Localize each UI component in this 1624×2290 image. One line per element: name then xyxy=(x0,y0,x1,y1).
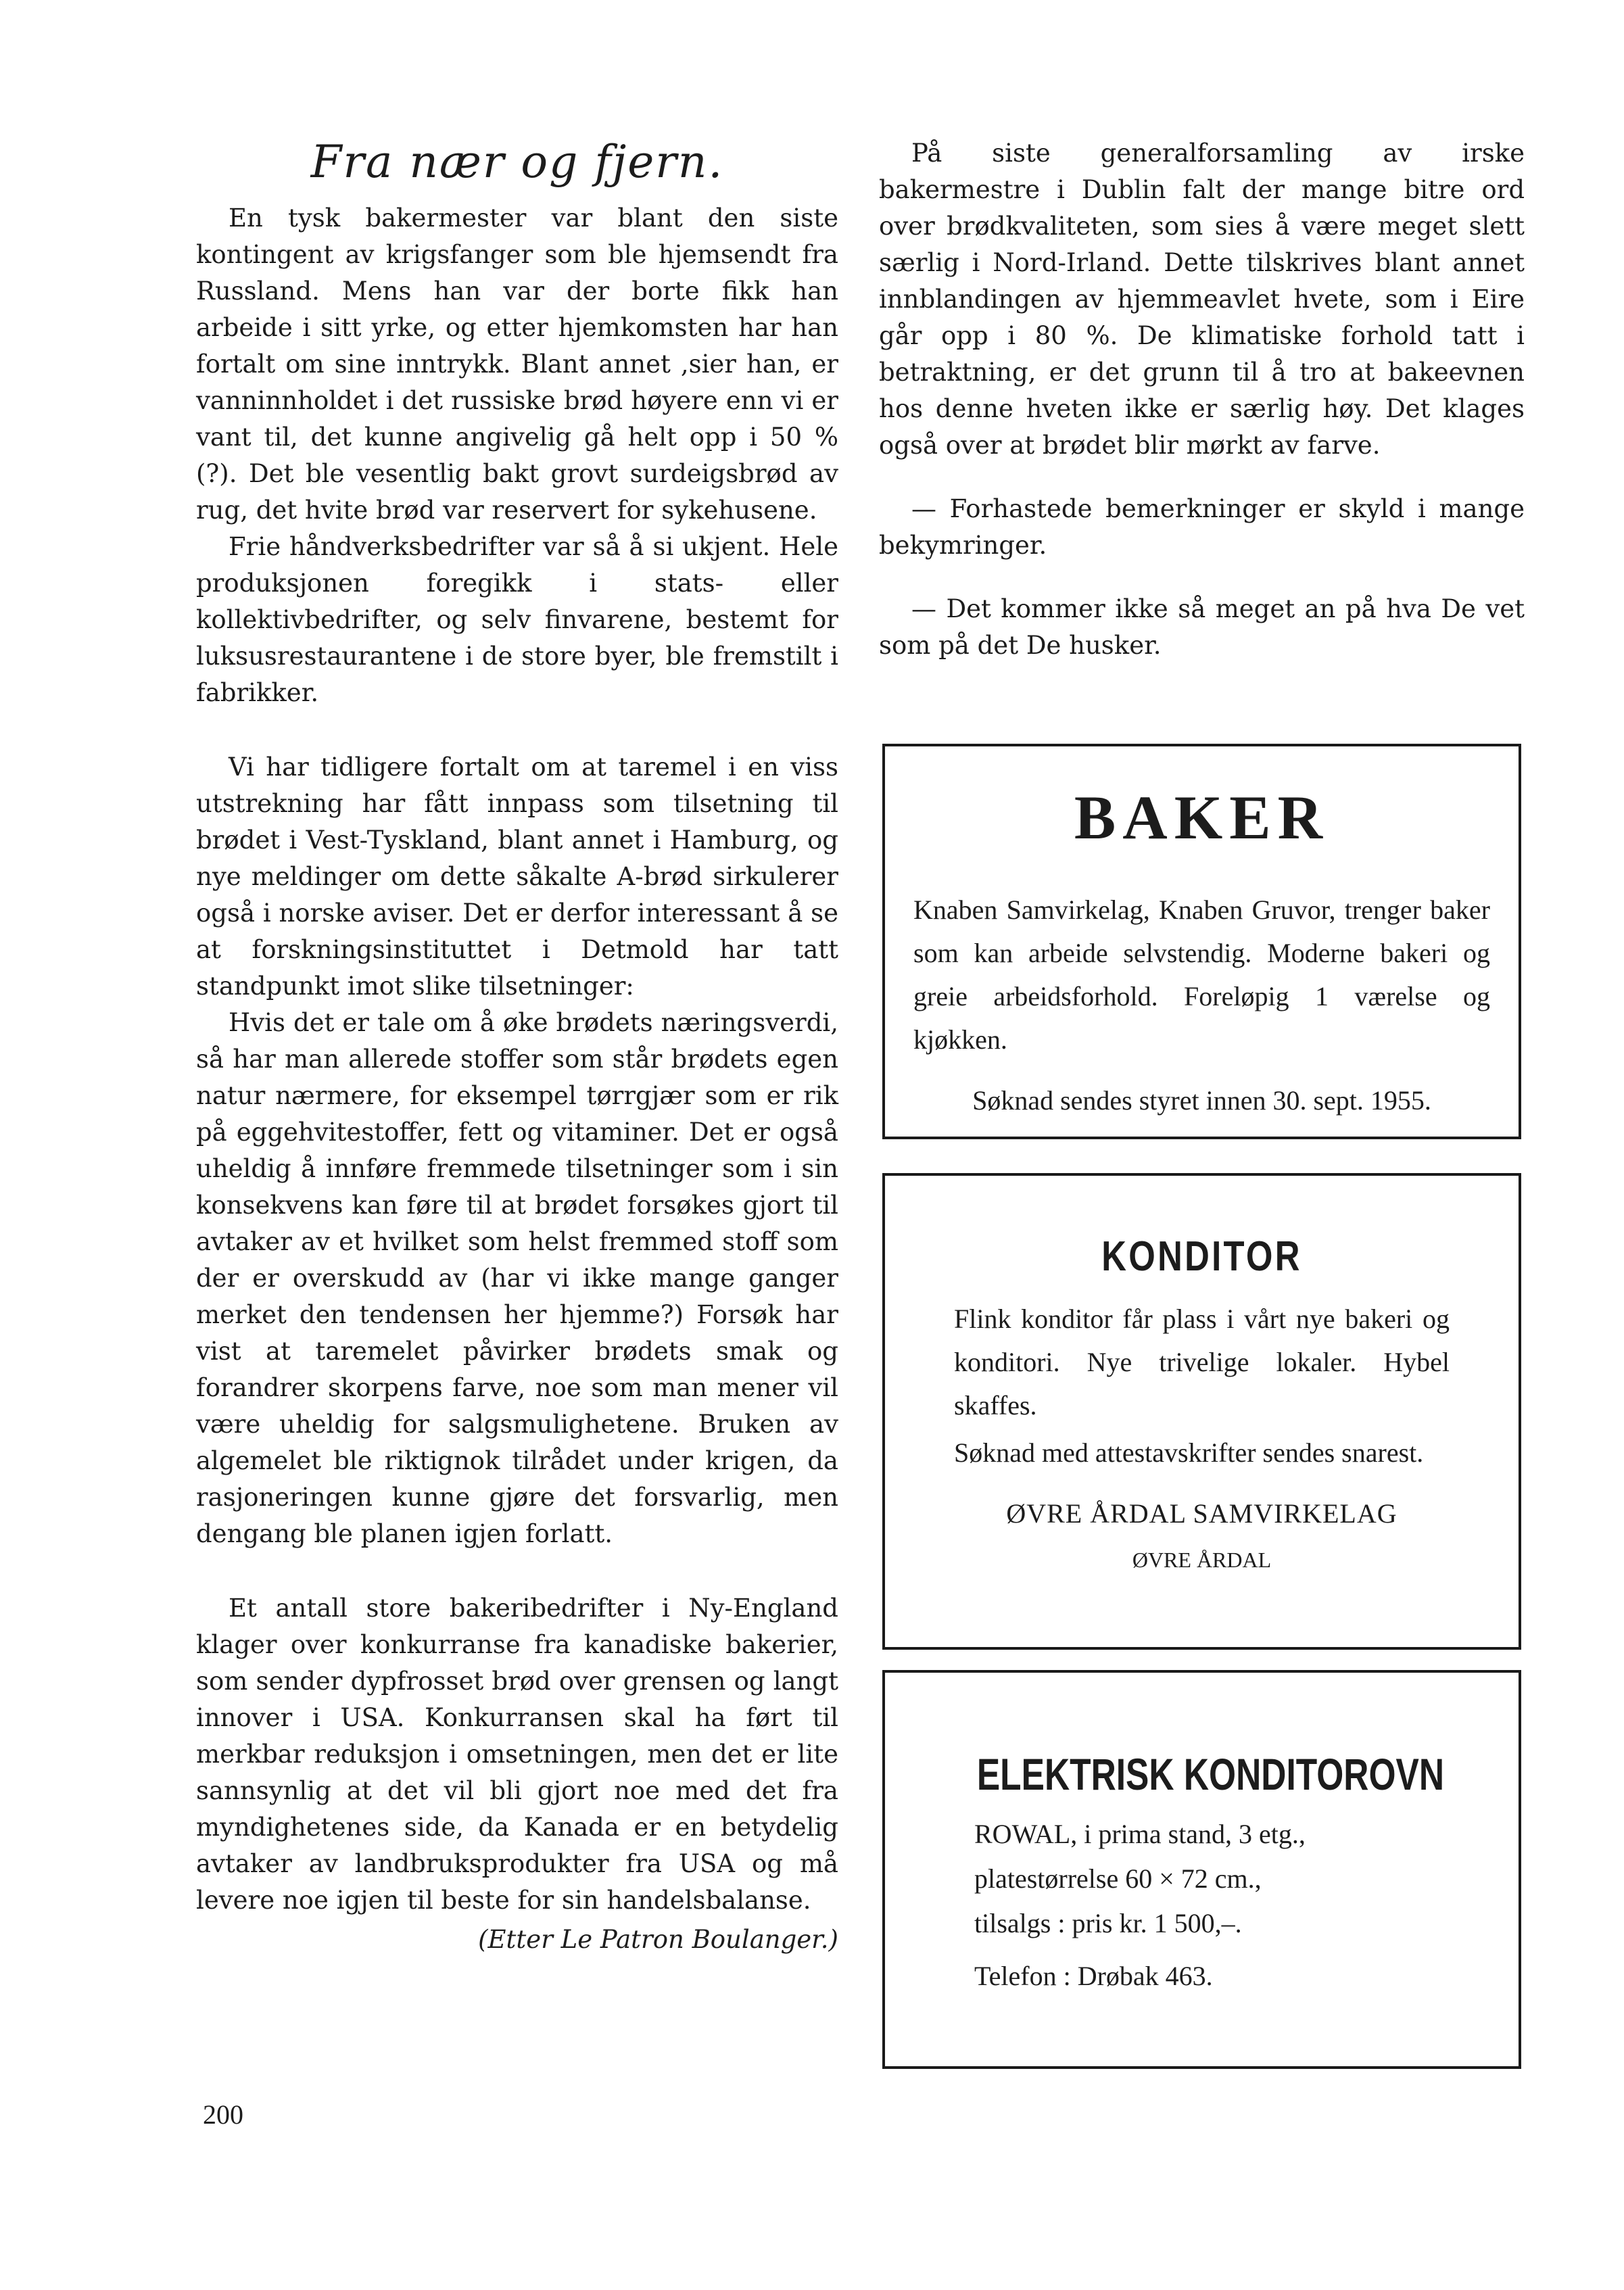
article-paragraph: Vi har tidligere fortalt om at taremel i en viss utstrekning har fått innpass som tilsetning til brødet i Vest-Tyskland, blant annet i Hamburg, og nye meldinger om dette såkalte A-brød sirkulerer også i norske aviser. Det er derfor interessant å se at forskningsinstituttet i Detmold har tatt standpunkt imot slike tilsetninger: xyxy=(196,753,838,1001)
ad-line: tilsalgs : pris kr. 1 500,–. xyxy=(974,1908,1242,1938)
ad-oven xyxy=(882,1670,1521,2069)
page-number: 200 xyxy=(203,2099,243,2130)
attribution: (Etter Le Patron Boulanger.) xyxy=(478,1925,838,1954)
paragraph-gap xyxy=(196,711,838,749)
paragraph-gap xyxy=(879,564,1525,591)
ad-heading: KONDITOR xyxy=(1101,1233,1302,1280)
paragraph-gap xyxy=(879,464,1525,491)
article-paragraph: Hvis det er tale om å øke brødets næringsverdi, så har man allerede stoffer som står brødets egen natur nærmere, for eksempel tørrgjær som er rik på eggehvitestoffer, fett og vitaminer. Det er også uheldig å innføre fremmede tilsetninger som i sin konsekvens kan føre til at brødet forsøkes gjort til avtaker av et hvilket som helst fremmed stoff som der er overskudd av (har vi ikke mange ganger merket den tendensen her hjemme?) Forsøk har vist at taremelet påvirker brødets smak og forandrer skorpens farve, noe som man mener vil være uheldig for salgsmulighetene. Bruken av algemelet ble riktignok tilrådet under krigen, da rasjoneringen kunne gjøre det forsvarlig, men dengang ble planen igjen forlatt. xyxy=(196,1008,838,1548)
ad-phone: Telefon : Drøbak 463. xyxy=(974,1961,1213,1991)
ad-heading: ELEKTRISK KONDITOROVN xyxy=(976,1749,1445,1799)
ad-signature: ØVRE ÅRDAL SAMVIRKELAG xyxy=(1006,1498,1398,1529)
paragraph-gap xyxy=(196,1552,838,1590)
right-column xyxy=(879,135,1525,664)
ad-body-text: Søknad med attestavskrifter sendes snarest. xyxy=(954,1437,1424,1468)
ad-place: ØVRE ÅRDAL xyxy=(1132,1548,1272,1572)
article-paragraph: Frie håndverksbedrifter var så å si ukjent. Hele produksjonen foregikk i stats- eller kollektivbedrifter, og selv finvarene, bestemt for luksusrestaurantene i de store byer, ble fremstilt i fabrikker. xyxy=(196,532,838,707)
section-title: Fra nær og fjern. xyxy=(310,136,724,188)
article-paragraph: På siste generalforsamling av irske bakermestre i Dublin falt der mange bitre ord over brødkvaliteten, som sies å være meget slett særlig i Nord-Irland. Dette tilskrives blant annet innblandingen av hjemmeavlet hvete, som i Eire går opp i 80 %. De klimatiske forhold tatt i betraktning, er det grunn til å tro at bakeevnen hos denne hveten ikke er særlig høy. Det klages også over at brødet blir mørkt av farve. xyxy=(879,139,1525,460)
article-paragraph: En tysk bakermester var blant den siste kontingent av krigsfanger som ble hjemsendt fra Russland. Mens han var der borte fikk han arbeide i sitt yrke, og etter hjemkomsten har han fortalt om sine inntrykk. Blant annet ,sier han, er vanninnholdet i det russiske brød høyere enn vi er vant til, det kunne angivelig gå helt opp i 50 % (?). Det ble vesentlig bakt grovt surdeigsbrød av rug, det hvite brød var reservert for sykehusene. xyxy=(196,204,838,525)
quote: — Forhastede bemerkninger er skyld i mange bekymringer. xyxy=(879,494,1525,560)
ad-line: platestørrelse 60 × 72 cm., xyxy=(974,1863,1262,1894)
ad-body: Knaben Samvirkelag, Knaben Gruvor, trenger baker som kan arbeide selvstendig. Moderne bakeri og greie arbeidsforhold. Foreløpig 1 værelse og kjøkken. xyxy=(913,894,1490,1055)
ad-heading: BAKER xyxy=(1074,783,1330,852)
ad-body xyxy=(913,1297,1490,1475)
left-column xyxy=(196,135,838,1958)
ad-body xyxy=(913,1812,1490,1999)
ad-konditor xyxy=(882,1173,1521,1650)
ad-body-text: Flink konditor får plass i vårt nye bakeri og konditori. Nye trivelige lokaler. Hybel skaffes. xyxy=(954,1304,1450,1421)
quote: — Det kommer ikke så meget an på hva De vet som på det De husker. xyxy=(879,594,1525,660)
article-paragraph: Et antall store bakeribedrifter i Ny-England klager over konkurranse fra kanadiske bakerier, som sender dypfrosset brød over grensen og langt innover i USA. Konkurransen skal ha ført til merkbar reduksjon i omsetningen, men det er lite sannsynlig at det vil bli gjort noe med det fra myndighetenes side, da Kanada er en betydelig avtaker av landbruksprodukter fra USA og må levere noe igjen til beste for sin handelsbalanse. xyxy=(196,1594,838,1915)
ad-baker xyxy=(882,744,1521,1139)
ad-application: Søknad sendes styret innen 30. sept. 1955. xyxy=(972,1085,1431,1116)
ad-line: ROWAL, i prima stand, 3 etg., xyxy=(974,1819,1306,1849)
